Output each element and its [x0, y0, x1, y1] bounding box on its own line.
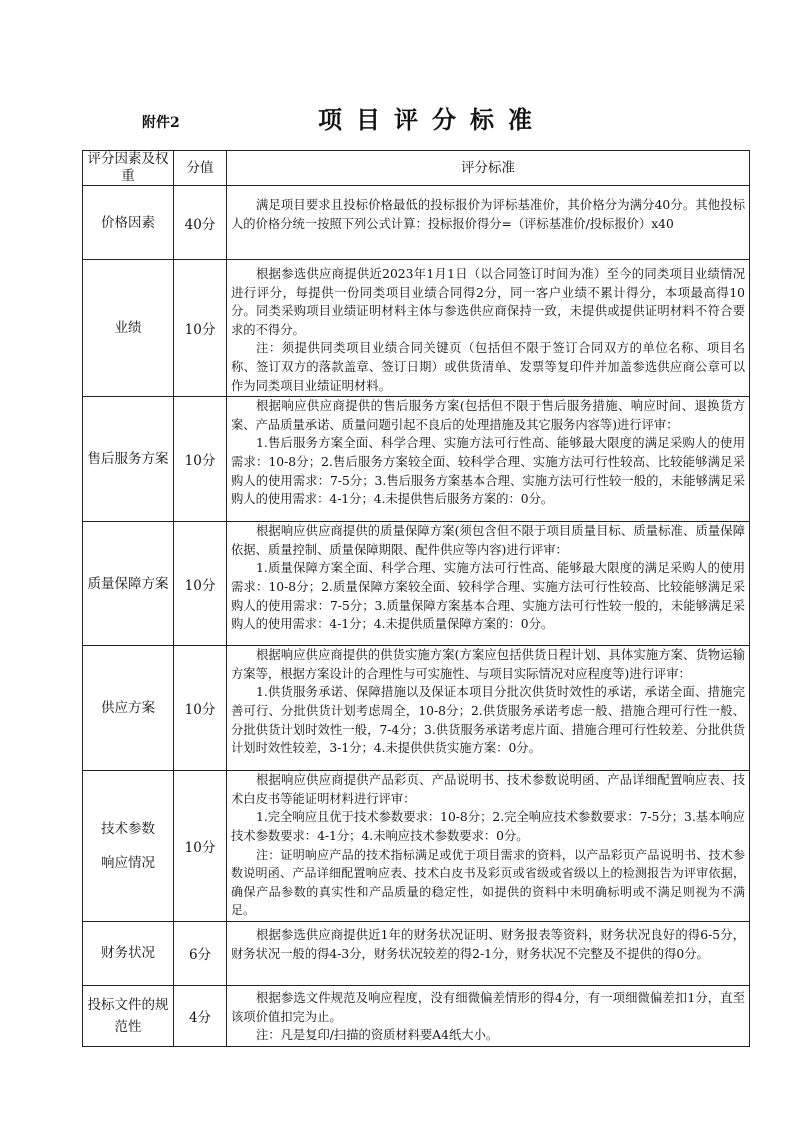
- std-criteria: 1.供货服务承诺、保障措施以及保证本项目分批次供货时效性的承诺，承诺全面、措施完善可行、分批供货计划考虑周全，10-8分；2.供货服务承诺考虑一般、措施合理可行性一般、分批供货计划时效性一般，7-4分；3.供货服务承诺考虑片面、措施合理可行性较差、分批供货计划时效性较差，3-1分；4.未提供供货实施方案：0分。: [231, 685, 745, 756]
- table-row: [83, 260, 750, 397]
- factor-technical-line1: 技术参数: [101, 821, 155, 838]
- std-criteria: 1.质量保障方案全面、科学合理、实施方法可行性高、能够最大限度的满足采购人的使用需求：10-8分；2.质量保障方案较全面、较科学合理、实施方法可行性较高、比较能够满足采购人的使用需求：7-5分；3.质量保障方案基本合理、实施方法可行性较一般的，未能够满足采购人的使用需求：4-1分；4.未提供质量保障方案的：0分。: [231, 561, 745, 632]
- score-financial: 6分: [174, 921, 227, 985]
- std-note: 注：凡是复印/扫描的资质材料要A4纸大小。: [256, 1028, 499, 1043]
- factor-technical: [83, 771, 174, 922]
- factor-quality: 质量保障方案: [83, 522, 174, 646]
- scoring-table: [82, 150, 750, 1047]
- score-performance: 10分: [174, 260, 227, 397]
- std-text: 满足项目要求且投标价格最低的投标报价为评标基准价，其价格分为满分40分。其他投标人的价格分统一按照下列公式计算：投标报价得分=（评标基准价/投标报价）x40: [231, 198, 745, 231]
- std-note: 注：须提供同类项目业绩合同关键页（包括但不限于签订合同双方的单位名称、项目名称、签订双方的落款盖章、签订日期）或供货清单、发票等复印件并加盖参选供应商公章可以作为同类项目业绩证明材料。: [231, 341, 745, 393]
- factor-price: 价格因素: [83, 186, 174, 260]
- standard-quality: [227, 522, 750, 646]
- std-note: 注：证明响应产品的技术指标满足或优于项目需求的资料，以产品彩页产品说明书、技术参数说明函、产品详细配置响应表、技术白皮书及彩页或省级或省级以上的检测报告为评审依据，确保产品参数的真实性和产品质量的稳定性，如提供的资料中未明确标明或不满足则视为不满足。: [231, 847, 745, 918]
- factor-compliance: 投标文件的规范性: [83, 985, 174, 1046]
- standard-compliance: [227, 985, 750, 1046]
- score-quality: 10分: [174, 522, 227, 646]
- header-score: 分值: [174, 151, 227, 186]
- std-text: 根据响应供应商提供的供货实施方案(方案应包括供货日程计划、具体实施方案、货物运输方案等，根据方案设计的合理性与可实施性、与项目实际情况对应程度等)进行评审：: [231, 648, 745, 681]
- table-row: [83, 985, 750, 1046]
- score-compliance: 4分: [174, 985, 227, 1046]
- standard-price: [227, 186, 750, 260]
- factor-supply: 供应方案: [83, 646, 174, 771]
- table-row: [83, 771, 750, 922]
- standard-after-sales: [227, 397, 750, 522]
- table-row: [83, 397, 750, 522]
- factor-financial: 财务状况: [83, 921, 174, 985]
- table-header-row: [83, 151, 750, 186]
- standard-financial: [227, 921, 750, 985]
- std-text: 根据参选文件规范及响应程度，没有细微偏差情形的得4分，有一项细微偏差扣1分，直至该项价值扣完为止。: [231, 990, 745, 1024]
- factor-technical-line2: 响应情况: [101, 855, 155, 872]
- std-text: 根据参选供应商提供近2023年1月1日（以合同签订时间为准）至今的同类项目业绩情况进行评分，每提供一份同类项目业绩合同得2分，同一客户业绩不累计得分，本项最高得10分。同类采购项目业绩证明材料主体与参选供应商保持一致，未提供或提供证明材料不符合要求的不得分。: [231, 267, 745, 337]
- header-factor: 评分因素及权重: [83, 151, 174, 186]
- score-after-sales: 10分: [174, 397, 227, 522]
- std-text: 根据响应供应商提供产品彩页、产品说明书、技术参数说明函、产品详细配置响应表、技术白皮书等能证明材料进行评审：: [231, 773, 745, 806]
- header-standard: 评分标准: [227, 151, 750, 186]
- table-row: [83, 646, 750, 771]
- attachment-label: 附件2: [142, 115, 180, 131]
- factor-after-sales: 售后服务方案: [83, 397, 174, 522]
- std-text: 根据响应供应商提供的售后服务方案(包括但不限于售后服务措施、响应时间、退换货方案、产品质量承诺、质量问题引起不良后的处理措施及其它服务内容等)进行评审：: [231, 399, 745, 432]
- table-row: [83, 522, 750, 646]
- table-row: [83, 921, 750, 985]
- std-text: 根据参选供应商提供近1年的财务状况证明、财务报表等资料，财务状况良好的得6-5分，财务状况一般的得4-3分，财务状况较差的得2-1分，财务状况不完整及不提供的得0分。: [231, 927, 745, 961]
- standard-performance: [227, 260, 750, 397]
- table-row: [83, 186, 750, 260]
- score-technical: 10分: [174, 771, 227, 922]
- score-supply: 10分: [174, 646, 227, 771]
- page-title: 项目评分标准: [318, 105, 546, 134]
- standard-technical: [227, 771, 750, 922]
- factor-performance: 业绩: [83, 260, 174, 397]
- std-criteria: 1.完全响应且优于技术参数要求：10-8分；2.完全响应技术参数要求：7-5分；3.基本响应技术参数要求：4-1分；4.未响应技术参数要求：0分。: [231, 810, 745, 843]
- std-text: 根据响应供应商提供的质量保障方案(须包含但不限于项目质量目标、质量标准、质量保障依据、质量控制、质量保障期限、配件供应等内容)进行评审：: [231, 524, 745, 557]
- score-price: 40分: [174, 186, 227, 260]
- std-criteria: 1.售后服务方案全面、科学合理、实施方法可行性高、能够最大限度的满足采购人的使用需求：10-8分；2.售后服务方案较全面、较科学合理、实施方法可行性较高、比较能够满足采购人的使用需求：7-5分；3.售后服务方案基本合理、实施方法可行性较一般的，未能够满足采购人的使用需求：4-1分；4.未提供售后服务方案的：0分。: [231, 436, 745, 507]
- standard-supply: [227, 646, 750, 771]
